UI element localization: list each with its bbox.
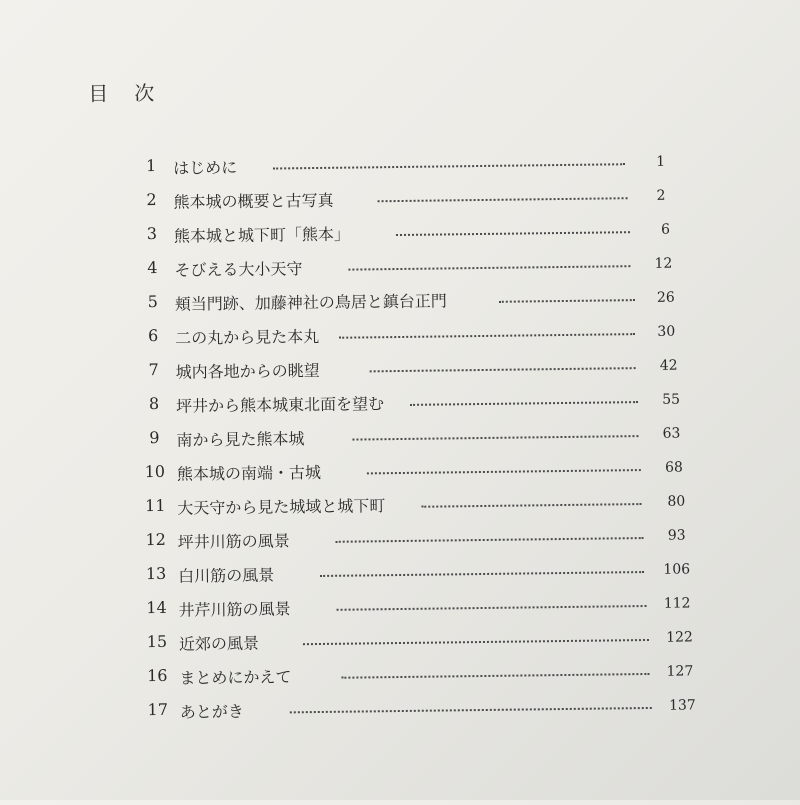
toc-entry-number: 17 — [147, 699, 169, 720]
toc-entry-title: 二の丸から見た本丸 — [175, 326, 320, 348]
toc-entry — [4, 693, 696, 731]
toc-entry-number: 8 — [148, 393, 160, 414]
toc-entry — [3, 659, 693, 697]
dot-leader — [348, 261, 630, 270]
toc-entry — [0, 320, 675, 358]
toc-entry-title: 坪井川筋の風景 — [177, 531, 290, 552]
dot-leader — [303, 635, 649, 645]
toc-entry-page: 127 — [666, 663, 694, 680]
dot-leader — [336, 533, 644, 543]
toc-entry-page: 55 — [662, 391, 681, 408]
toc-entry-page: 80 — [667, 493, 686, 510]
toc-entry — [0, 184, 666, 222]
toc-entry-page: 137 — [668, 697, 696, 714]
toc-entry-page: 63 — [662, 425, 681, 442]
toc-entry-page: 122 — [666, 629, 694, 646]
toc-entry-page: 93 — [667, 527, 686, 544]
toc-entry-number: 10 — [144, 461, 166, 482]
toc-entry — [0, 150, 665, 188]
dot-leader — [410, 397, 638, 406]
toc-heading: 目次 — [88, 80, 181, 106]
dot-leader — [421, 499, 641, 508]
dot-leader — [499, 295, 635, 303]
toc-entry-title: 南から見た熊本城 — [176, 429, 305, 450]
toc-entry-title: 熊本城と城下町「熊本」 — [173, 224, 351, 246]
toc-entry-number: 12 — [145, 529, 166, 550]
dot-leader — [367, 465, 641, 474]
toc-entry-page: 30 — [657, 323, 676, 340]
toc-entry — [0, 422, 680, 460]
toc-entry-number: 4 — [147, 257, 158, 278]
toc-entry — [2, 524, 686, 562]
toc-entry — [1, 456, 683, 494]
toc-entry-title: 白川筋の風景 — [178, 565, 275, 586]
dot-leader — [370, 363, 636, 372]
toc-entry-title: 大天守から見た城域と城下町 — [177, 496, 386, 518]
toc-entry-number: 14 — [146, 597, 167, 618]
toc-entry-title: そびえる大小天守 — [174, 259, 303, 280]
dot-leader — [352, 431, 638, 440]
toc-entry-title: 城内各地からの眺望 — [175, 360, 320, 382]
toc-entry — [3, 625, 693, 663]
toc-entry — [2, 557, 690, 595]
toc-entry-title: 坪井から熊本城東北面を望む — [175, 394, 385, 416]
toc-entry-title: はじめに — [173, 157, 238, 178]
toc-entry-page: 6 — [660, 221, 671, 238]
toc-entry-number: 11 — [144, 495, 166, 516]
toc-entry-title: あとがき — [179, 701, 244, 722]
toc-entry-number: 5 — [147, 291, 158, 312]
toc-entry-title: 熊本城の概要と古写真 — [173, 190, 334, 212]
toc-entry-page: 1 — [656, 153, 666, 170]
dot-leader — [396, 227, 630, 236]
toc-entry-title: 井芹川筋の風景 — [178, 599, 291, 620]
toc-entry — [0, 354, 678, 392]
toc-entry — [2, 591, 690, 629]
toc-entry-number: 3 — [146, 223, 158, 244]
toc-entry-page: 112 — [663, 595, 691, 612]
toc-entry-number: 1 — [145, 155, 157, 176]
toc-entry-number: 16 — [147, 665, 168, 686]
toc-entry-page: 26 — [656, 289, 675, 306]
toc-entry — [0, 388, 680, 426]
toc-entry-number: 15 — [146, 631, 168, 652]
toc-entry-title: 近郊の風景 — [178, 633, 260, 654]
toc-entry-page: 12 — [654, 255, 673, 272]
toc-entry-number: 13 — [145, 563, 167, 584]
toc-entry-page: 2 — [656, 187, 666, 204]
toc-entry-page: 68 — [664, 459, 683, 476]
toc-entry-page: 106 — [663, 561, 691, 578]
toc-entry — [0, 286, 675, 324]
toc-entry-title: まとめにかえて — [179, 667, 292, 688]
dot-leader — [341, 669, 649, 679]
dot-leader — [378, 193, 628, 202]
toc-entry — [0, 218, 670, 256]
toc-entry-number: 7 — [148, 359, 159, 380]
toc-entry-number: 9 — [149, 427, 160, 448]
toc-entry-page: 42 — [659, 357, 678, 374]
toc-entry — [1, 490, 685, 528]
dot-leader — [320, 567, 644, 577]
toc-entry-number: 6 — [147, 325, 159, 346]
dot-leader — [273, 159, 625, 169]
toc-entry-number: 2 — [146, 189, 157, 210]
toc-entry-title: 熊本城の南端・古城 — [176, 462, 322, 484]
toc-entry-title: 頬当門跡、加藤神社の鳥居と鎮台正門 — [174, 291, 447, 314]
dot-leader — [339, 329, 635, 339]
dot-leader — [290, 703, 652, 713]
toc-entry — [0, 252, 673, 290]
dot-leader — [336, 601, 646, 611]
